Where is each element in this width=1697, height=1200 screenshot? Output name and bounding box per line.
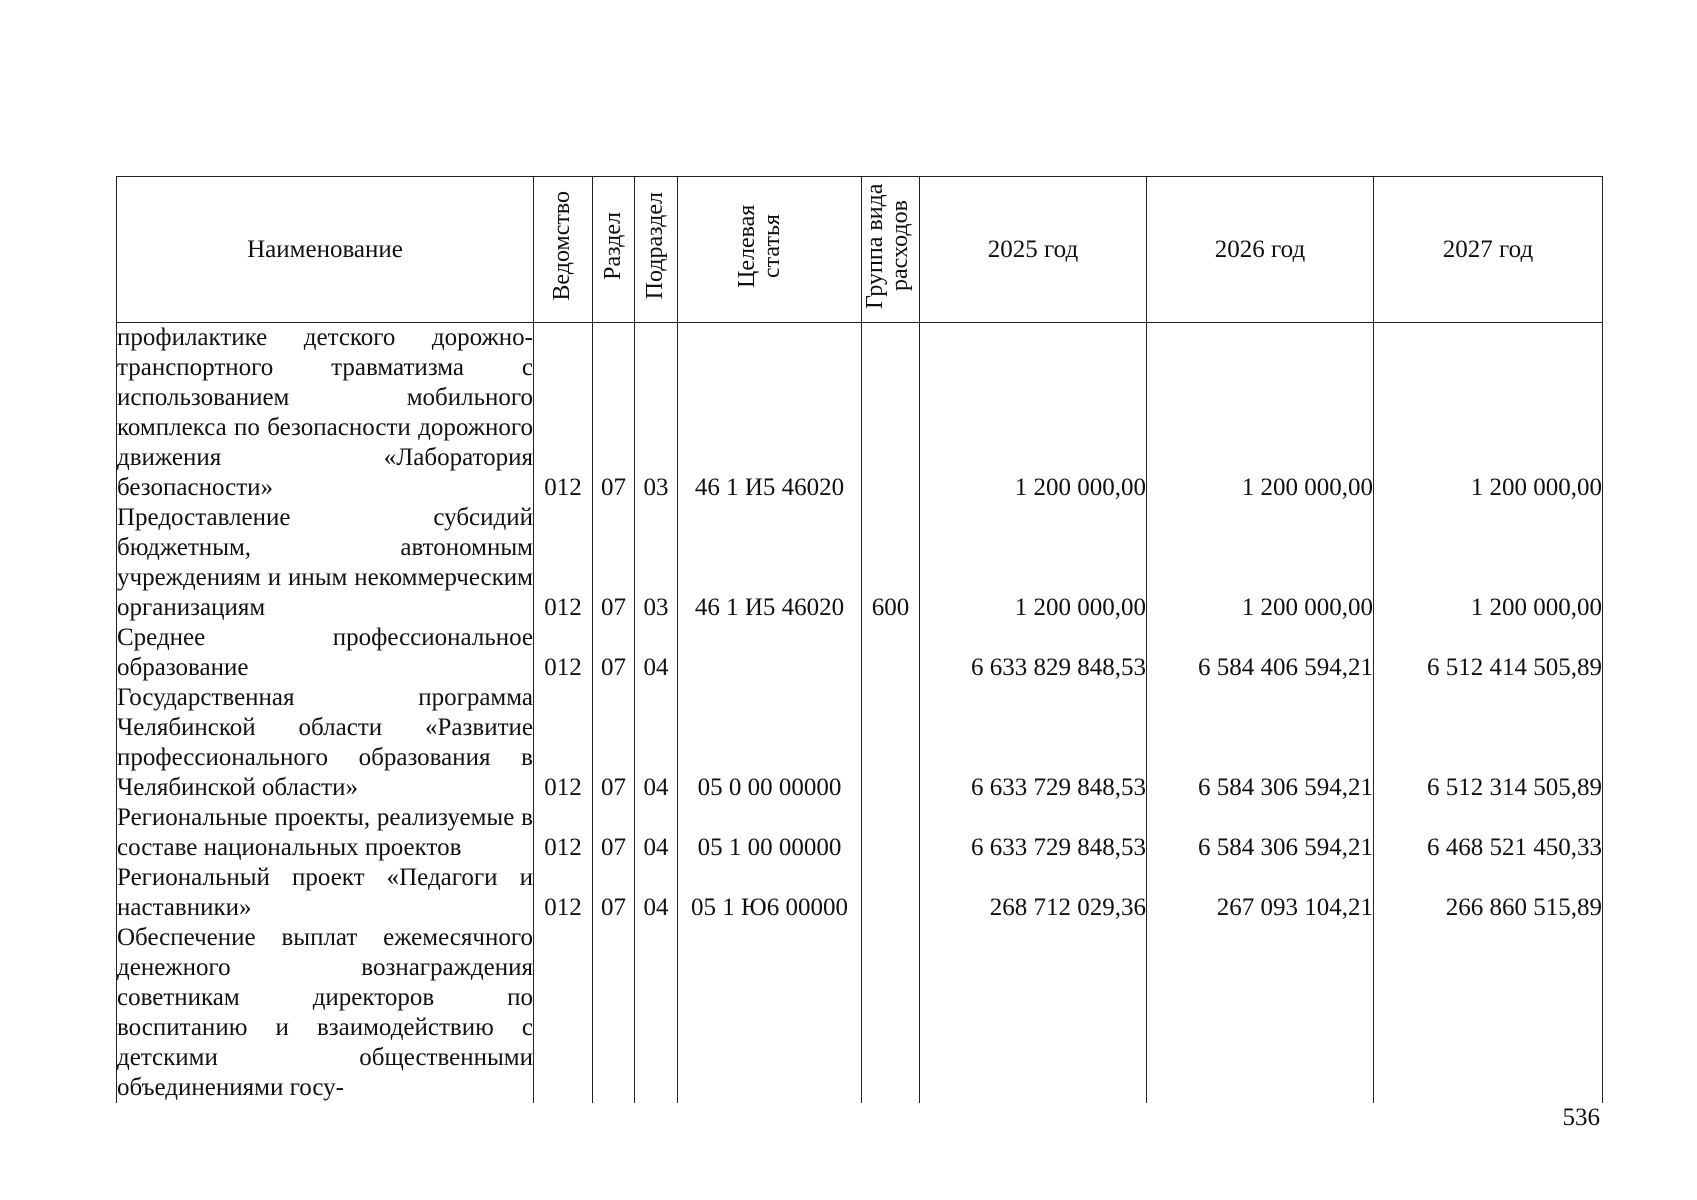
row-2026: 267 093 104,21 [1147, 863, 1374, 923]
row-podrazdel: 04 [635, 683, 678, 803]
header-vedomstvo: Ведомство [534, 177, 593, 323]
header-target: Целевая статья [678, 177, 862, 323]
row-name: Среднее профессиональное образование [117, 624, 533, 681]
row-razdel: 07 [593, 683, 635, 803]
row-vedomstvo: 012 [534, 683, 593, 803]
row-2027: 6 512 314 505,89 [1374, 683, 1603, 803]
header-2025: 2025 год [920, 177, 1147, 323]
header-razdel: Раздел [593, 177, 635, 323]
row-name: Обеспечение выплат ежемесячного денежного вознаграждения советникам директоров по воспитанию и взаимодействию с детскими общественными объединениями госу- [117, 924, 533, 1101]
row-vedomstvo: 012 [534, 503, 593, 623]
row-podrazdel [635, 923, 678, 1103]
row-razdel [593, 923, 635, 1103]
row-podrazdel: 04 [635, 803, 678, 863]
page-number: 536 [1562, 1104, 1600, 1131]
row-vedomstvo: 012 [534, 623, 593, 683]
row-podrazdel: 04 [635, 623, 678, 683]
table-row [117, 923, 1603, 1103]
row-vedomstvo: 012 [534, 323, 593, 504]
row-target [678, 923, 862, 1103]
table-row [117, 623, 1603, 683]
row-podrazdel: 03 [635, 323, 678, 504]
row-2025: 6 633 829 848,53 [920, 623, 1147, 683]
row-2027 [1374, 923, 1603, 1103]
row-name: Региональные проекты, реализуемые в составе национальных проектов [117, 804, 533, 861]
row-target: 05 0 00 00000 [678, 683, 862, 803]
row-name: Предоставление субсидий бюджетным, автономным учреждениям и иным некоммерческим организациям [117, 504, 533, 621]
row-group [862, 683, 920, 803]
row-2026: 1 200 000,00 [1147, 503, 1374, 623]
row-group [862, 923, 920, 1103]
row-target: 05 1 00 00000 [678, 803, 862, 863]
row-razdel: 07 [593, 323, 635, 504]
row-razdel: 07 [593, 623, 635, 683]
row-2025 [920, 923, 1147, 1103]
row-2027: 266 860 515,89 [1374, 863, 1603, 923]
row-2026: 6 584 306 594,21 [1147, 803, 1374, 863]
table-row [117, 683, 1603, 803]
row-2025: 6 633 729 848,53 [920, 683, 1147, 803]
header-name: Наименование [117, 177, 534, 323]
row-2025: 268 712 029,36 [920, 863, 1147, 923]
row-2027: 6 468 521 450,33 [1374, 803, 1603, 863]
header-group: Группа вида расходов [862, 177, 920, 323]
table-row [117, 803, 1603, 863]
row-podrazdel: 03 [635, 503, 678, 623]
row-target: 46 1 И5 46020 [678, 323, 862, 504]
header-2026: 2026 год [1147, 177, 1374, 323]
budget-table [116, 176, 1603, 1103]
row-vedomstvo: 012 [534, 863, 593, 923]
row-name: Государственная программа Челябинской области «Развитие профессионального образования в Челябинской области» [117, 684, 533, 801]
header-podrazdel: Подраздел [635, 177, 678, 323]
row-2027: 1 200 000,00 [1374, 503, 1603, 623]
row-2027: 6 512 414 505,89 [1374, 623, 1603, 683]
row-2026: 6 584 306 594,21 [1147, 683, 1374, 803]
row-group: 600 [862, 503, 920, 623]
row-razdel: 07 [593, 863, 635, 923]
row-2027: 1 200 000,00 [1374, 323, 1603, 504]
row-target: 05 1 Ю6 00000 [678, 863, 862, 923]
row-target: 46 1 И5 46020 [678, 503, 862, 623]
row-name: Региональный проект «Педагоги и наставники» [117, 864, 533, 921]
row-vedomstvo [534, 923, 593, 1103]
table-header-row [117, 177, 1603, 323]
row-podrazdel: 04 [635, 863, 678, 923]
table-row [117, 503, 1603, 623]
row-group [862, 803, 920, 863]
row-group [862, 863, 920, 923]
row-2026: 1 200 000,00 [1147, 323, 1374, 504]
row-vedomstvo: 012 [534, 803, 593, 863]
table-row [117, 323, 1603, 504]
row-2025: 6 633 729 848,53 [920, 803, 1147, 863]
row-razdel: 07 [593, 803, 635, 863]
row-group [862, 323, 920, 504]
row-2026: 6 584 406 594,21 [1147, 623, 1374, 683]
row-razdel: 07 [593, 503, 635, 623]
table-row [117, 863, 1603, 923]
row-name: профилактике детского дорожно-транспортного травматизма с использованием мобильного комплекса по безопасности дорожного движения «Лаборатория безопасности» [117, 324, 533, 501]
row-2025: 1 200 000,00 [920, 503, 1147, 623]
row-2025: 1 200 000,00 [920, 323, 1147, 504]
header-2027: 2027 год [1374, 177, 1603, 323]
row-2026 [1147, 923, 1374, 1103]
row-group [862, 623, 920, 683]
row-target [678, 623, 862, 683]
